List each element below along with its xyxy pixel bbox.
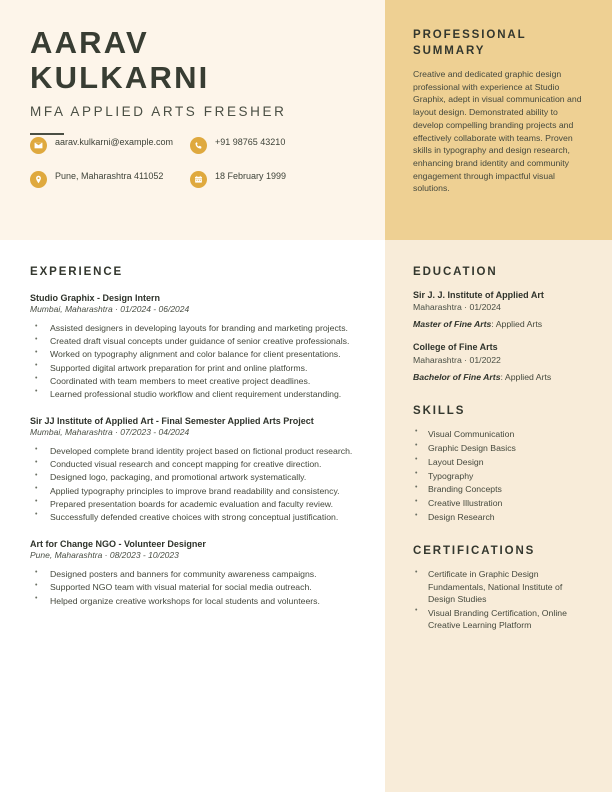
list-item: • Successfully defended creative choices with strong conceptual justification.: [30, 511, 368, 523]
contact-email[interactable]: [30, 136, 190, 154]
job-bullets: [30, 322, 368, 400]
name-block: [30, 26, 370, 135]
education-degree: [413, 318, 588, 330]
education-meta: Maharashtra · 01/2022: [413, 354, 501, 365]
contact-phone-text: +91 98765 43210: [215, 137, 286, 147]
summary-section: [413, 28, 585, 195]
education-degree: [413, 371, 588, 383]
headline: MFA APPLIED ARTS FRESHER: [30, 104, 287, 120]
list-item: • Design Research: [413, 511, 588, 523]
education-school: Sir J. J. Institute of Applied Art: [413, 290, 544, 300]
education-degree-label: Master of Fine Arts: [413, 319, 492, 330]
list-item: • Designed logo, packaging, and promotional artwork systematically.: [30, 471, 368, 483]
phone-icon: [190, 137, 207, 154]
list-item: • Visual Communication: [413, 428, 588, 440]
list-item: • Coordinated with team members to meet creative project deadlines.: [30, 375, 368, 387]
contact-list: [30, 136, 375, 188]
experience-item: [30, 538, 368, 607]
summary-text: Creative and dedicated graphic design professional with experience at Studio Graphix, adept in visual communication and layout design. Demonstrated ability to develop compelling branding projects and effectively collaborate with teams. Proven skills in typography and design research, enhancing brand identity and community engagement through impactful visual solutions.: [413, 69, 582, 194]
list-item: • Graphic Design Basics: [413, 442, 588, 454]
contact-phone[interactable]: [190, 136, 365, 154]
education-degree-field: : Applied Arts: [500, 371, 552, 382]
education-item: [413, 341, 588, 382]
list-item: • Worked on typography alignment and color balance for client presentations.: [30, 348, 368, 360]
skills-section: [413, 405, 588, 523]
contact-birthdate-text: 18 February 1999: [215, 171, 287, 181]
education-degree-label: Bachelor of Fine Arts: [413, 371, 501, 382]
job-bullets: [30, 568, 368, 607]
page-title: [30, 26, 370, 95]
summary-title: PROFESSIONAL SUMMARY: [413, 29, 527, 57]
job-title: Art for Change NGO - Volunteer Designer: [30, 539, 206, 550]
job-meta: Mumbai, Maharashtra · 01/2024 - 06/2024: [30, 304, 190, 315]
list-item: • Visual Branding Certification, Online Creative Learning Platform: [413, 607, 588, 632]
job-meta: Pune, Maharashtra · 08/2023 - 10/2023: [30, 550, 179, 561]
job-title: Sir JJ Institute of Applied Art - Final Semester Applied Arts Project: [30, 416, 314, 427]
list-item: • Typography: [413, 470, 588, 482]
contact-location-text: Pune, Maharashtra 411052: [55, 171, 164, 181]
list-item: • Branding Concepts: [413, 483, 588, 495]
envelope-icon: [30, 137, 47, 154]
education-title: EDUCATION: [413, 266, 498, 278]
list-item: • Certificate in Graphic Design Fundamentals, National Institute of Design Studies: [413, 568, 588, 605]
certifications-section: [413, 545, 588, 631]
skills-title: SKILLS: [413, 404, 466, 417]
experience-item: [30, 292, 368, 400]
calendar-icon: [190, 171, 207, 188]
certifications-list: [413, 568, 588, 631]
list-item: • Supported NGO team with visual material for social media outreach.: [30, 581, 368, 593]
list-item: • Conducted visual research and concept mapping for creative direction.: [30, 458, 368, 470]
last-name: KULKARNI: [30, 59, 210, 95]
certifications-title: CERTIFICATIONS: [413, 545, 536, 558]
list-item: • Prepared presentation boards for academic evaluation and faculty review.: [30, 498, 368, 510]
job-meta: Mumbai, Maharashtra · 07/2023 - 04/2024: [30, 427, 190, 438]
list-item: • Designed posters and banners for community awareness campaigns.: [30, 568, 368, 580]
first-name: AARAV: [30, 25, 149, 60]
job-bullets: [30, 445, 368, 523]
list-item: • Creative Illustration: [413, 497, 588, 509]
job-title: Studio Graphix - Design Intern: [30, 293, 161, 303]
list-item: • Applied typography principles to improve brand readability and consistency.: [30, 485, 368, 497]
education-item: [413, 289, 588, 330]
list-item: • Assisted designers in developing layouts for branding and marketing projects.: [30, 322, 368, 334]
skills-list: [413, 428, 588, 523]
list-item: • Developed complete brand identity project based on fictional product research.: [30, 445, 368, 457]
education-section: [413, 266, 588, 383]
experience-item: [30, 415, 368, 523]
experience-section: [30, 266, 368, 608]
education-school: College of Fine Arts: [413, 342, 498, 353]
list-item: • Layout Design: [413, 456, 588, 468]
education-degree-field: : Applied Arts: [491, 319, 543, 330]
sidebar-sections: [413, 266, 588, 633]
location-pin-icon: [30, 171, 47, 188]
contact-birthdate[interactable]: [190, 170, 365, 188]
list-item: • Supported digital artwork preparation for print and online platforms.: [30, 362, 368, 374]
contact-location[interactable]: [30, 170, 190, 188]
list-item: • Helped organize creative workshops for local students and volunteers.: [30, 595, 368, 607]
experience-title: EXPERIENCE: [30, 266, 124, 278]
contact-email-text: aarav.kulkarni@example.com: [55, 137, 174, 147]
list-item: • Created draft visual concepts under guidance of senior creative professionals.: [30, 335, 368, 347]
education-meta: Maharashtra · 01/2024: [413, 302, 501, 313]
list-item: • Learned professional studio workflow and client requirement understanding.: [30, 388, 368, 400]
